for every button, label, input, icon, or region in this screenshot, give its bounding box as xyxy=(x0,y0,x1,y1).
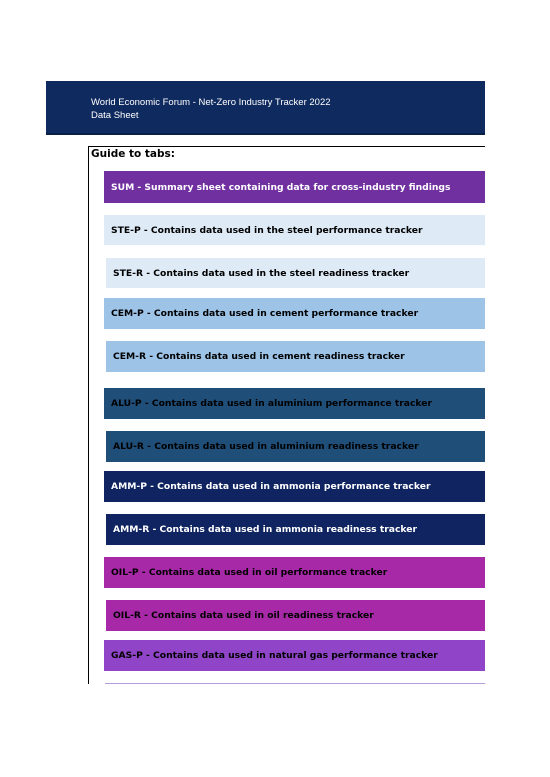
tab-guide-row-alu-p[interactable]: ALU-P - Contains data used in aluminium performance tracker xyxy=(104,388,485,419)
guide-title: Guide to tabs: xyxy=(91,148,175,160)
tab-guide-row-oil-p[interactable]: OIL-P - Contains data used in oil performance tracker xyxy=(104,557,485,588)
guide-border-top xyxy=(88,146,485,147)
header-banner xyxy=(46,81,485,135)
tab-guide-row-sum[interactable]: SUM - Summary sheet containing data for cross-industry findings xyxy=(104,171,485,203)
guide-border-left xyxy=(88,146,89,684)
tab-guide-row-cem-p[interactable]: CEM-P - Contains data used in cement performance tracker xyxy=(104,298,485,329)
report-title: World Economic Forum - Net-Zero Industry Tracker 2022 xyxy=(91,97,331,108)
tab-guide-row-ste-r[interactable]: STE-R - Contains data used in the steel readiness tracker xyxy=(106,258,485,288)
tab-guide-row-cem-r[interactable]: CEM-R - Contains data used in cement readiness tracker xyxy=(106,341,485,372)
next-row-edge xyxy=(105,683,485,684)
tab-guide-row-amm-r[interactable]: AMM-R - Contains data used in ammonia readiness tracker xyxy=(106,514,485,545)
tab-guide-row-gas-p[interactable]: GAS-P - Contains data used in natural gas performance tracker xyxy=(104,640,485,671)
tab-guide-row-oil-r[interactable]: OIL-R - Contains data used in oil readiness tracker xyxy=(106,600,485,631)
tab-guide-row-amm-p[interactable]: AMM-P - Contains data used in ammonia performance tracker xyxy=(104,471,485,502)
report-subtitle: Data Sheet xyxy=(91,110,139,121)
tab-guide-row-ste-p[interactable]: STE-P - Contains data used in the steel performance tracker xyxy=(104,215,485,245)
tab-guide-row-alu-r[interactable]: ALU-R - Contains data used in aluminium readiness tracker xyxy=(106,431,485,462)
